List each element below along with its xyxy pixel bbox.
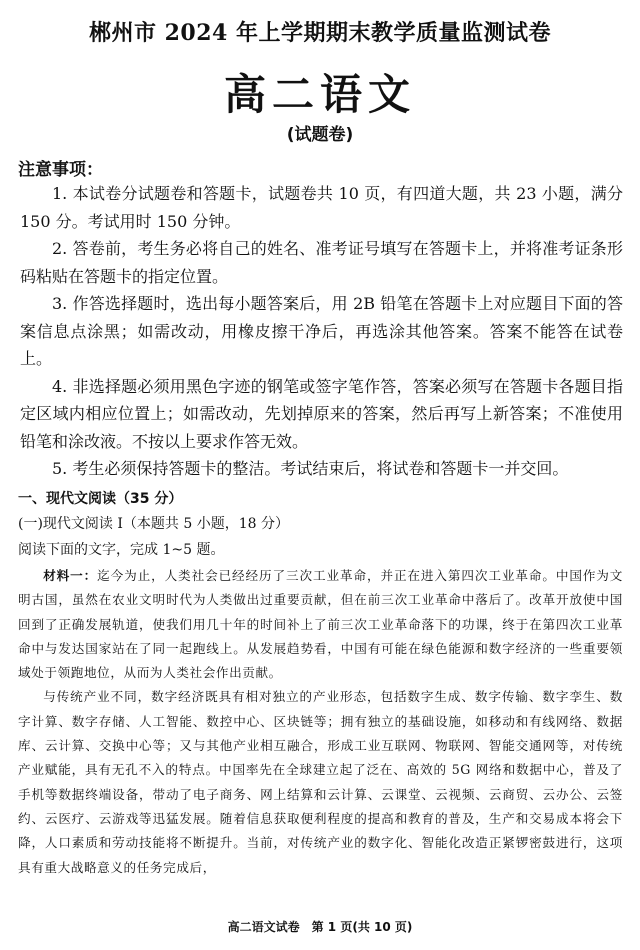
section-heading: 一、现代文阅读（35 分） [18, 491, 183, 507]
material-paragraph [18, 564, 623, 685]
page-footer: 高二语文试卷 第 1 页(共 10 页) [227, 920, 413, 934]
subsection-heading: (一)现代文阅读 I（本题共 5 小题，18 分） [18, 516, 289, 532]
paper-type: (试题卷) [286, 125, 354, 145]
paragraph-text: 迄今为止，人类社会已经经历了三次工业革命，并正在进入第四次工业革命。中国作为文明古国，虽然在农业文明时代为人类做出过重要贡献，但在前三次工业革命中落后了。改革开放使中国回到了正确发展轨道，使我们用几十年的时间补上了前三次工业革命落下的功课，终于在第四次工业革命中与发达国家站在了同一起跑线上。从发展趋势看，中国有可能在绿色能源和数字经济的一些重要领域处于领跑地位，从而为人类社会作出贡献。 [18, 568, 623, 681]
exam-title: 郴州市 2024 年上学期期末教学质量监测试卷 [88, 20, 552, 46]
notice-title: 注意事项： [18, 160, 103, 180]
subject-title: 高二语文 [223, 70, 416, 119]
notice-list [20, 180, 623, 483]
material-label: 材料一： [43, 568, 98, 583]
notice-item: 3. 作答选择题时，选出每小题答案后，用 2B 铅笔在答题卡上对应题目下面的答案信息点涂黑；如需改动，用橡皮擦干净后，再选涂其他答案。答案不能答在试卷上。 [20, 294, 623, 368]
notice-item: 5. 考生必须保持答题卡的整洁。考试结束后，将试卷和答题卡一并交回。 [52, 459, 569, 478]
notice-item: 4. 非选择题必须用黑色字迹的钢笔或签字笔作答，答案必须写在答题卡各题目指定区域内相应位置上；如需改动，先划掉原来的答案，然后再写上新答案；不准使用铅笔和涂改液。不按以上要求作答无效。 [20, 376, 623, 451]
reading-instruction: 阅读下面的文字，完成 1~5 题。 [18, 542, 225, 558]
material-paragraph: 与传统产业不同，数字经济既具有相对独立的产业形态，包括数字生成、数字传输、数字孪生、数字计算、数字存储、人工智能、数控中心、区块链等；拥有独立的基础设施，如移动和有线网络、数据库、云计算、交换中心等；又与其他产业相互融合，形成工业互联网、物联网、智能交通网等，对传统产业赋能，具有无孔不入的特点。中国率先在全球建立起了泛在、高效的 5G 网络和数据中心，普及了手机等数据终端设备，带动了电子商务、网上结算和云计算、云课堂、云视频、云商贸、云办公、云签约、云医疗、云游戏等迅猛发展。随着信息获取便利程度的提高和教育的普及，生产和交易成本将会下降，人口素质和劳动技能将不断提升。当前，对传统产业的数字化、智能化改造正紧锣密鼓进行，这项具有重大战略意义的任务完成后， [18, 689, 623, 875]
notice-item: 2. 答卷前，考生务必将自己的姓名、准考证号填写在答题卡上，并将准考证条形码粘贴在答题卡的指定位置。 [20, 239, 623, 286]
reading-material [18, 564, 623, 880]
notice-item: 1. 本试卷分试题卷和答题卡，试题卷共 10 页，有四道大题，共 23 小题，满分 150 分。考试用时 150 分钟。 [20, 184, 623, 231]
